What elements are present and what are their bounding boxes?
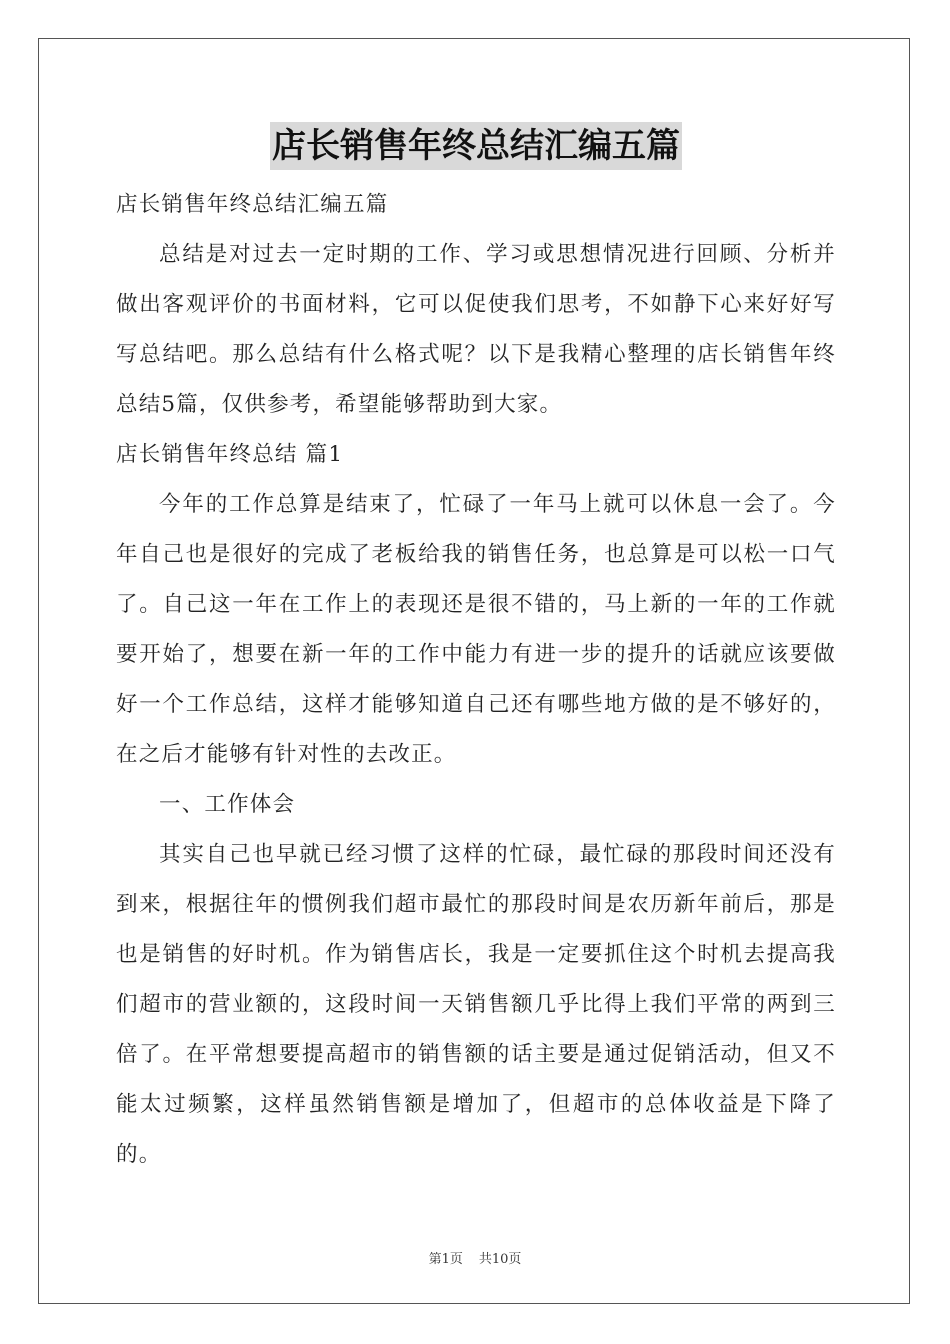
section-heading: 店长销售年终总结 篇1 xyxy=(116,442,344,467)
document-subtitle: 店长销售年终总结汇编五篇 xyxy=(116,192,389,217)
intro-paragraph: 总结是对过去一定时期的工作、学习或思想情况进行回顾、分析并做出客观评价的书面材料，它可以促使我们思考，不如静下心来好好写写总结吧。那么总结有什么格式呢？以下是我精心整理的店长销售年终总结5篇，仅供参考，希望能够帮助到大家。 xyxy=(116,242,836,417)
page-total: 共10页 xyxy=(478,1252,522,1267)
document-title: 店长销售年终总结汇编五篇 xyxy=(270,122,682,170)
title-wrap xyxy=(116,122,836,170)
subheading-work-experience: 一、工作体会 xyxy=(159,792,296,817)
page-number: 第1页 xyxy=(428,1252,463,1267)
body-paragraph-2: 其实自己也早就已经习惯了这样的忙碌，最忙碌的那段时间还没有到来，根据往年的惯例我们超市最忙的那段时间是农历新年前后，那是也是销售的好时机。作为销售店长，我是一定要抓住这个时机去提高我们超市的营业额的，这段时间一天销售额几乎比得上我们平常的两到三倍了。在平常想要提高超市的销售额的话主要是通过促销活动，但又不能太过频繁，这样虽然销售额是增加了，但超市的总体收益是下降了的。 xyxy=(116,842,836,1167)
document-body xyxy=(116,122,836,1180)
body-paragraph-1: 今年的工作总算是结束了，忙碌了一年马上就可以休息一会了。今年自己也是很好的完成了老板给我的销售任务，也总算是可以松一口气了。自己这一年在工作上的表现还是很不错的，马上新的一年的工作就要开始了，想要在新一年的工作中能力有进一步的提升的话就应该要做好一个工作总结，这样才能够知道自己还有哪些地方做的是不够好的，在之后才能够有针对性的去改正。 xyxy=(116,492,836,767)
page-footer xyxy=(0,1248,950,1267)
